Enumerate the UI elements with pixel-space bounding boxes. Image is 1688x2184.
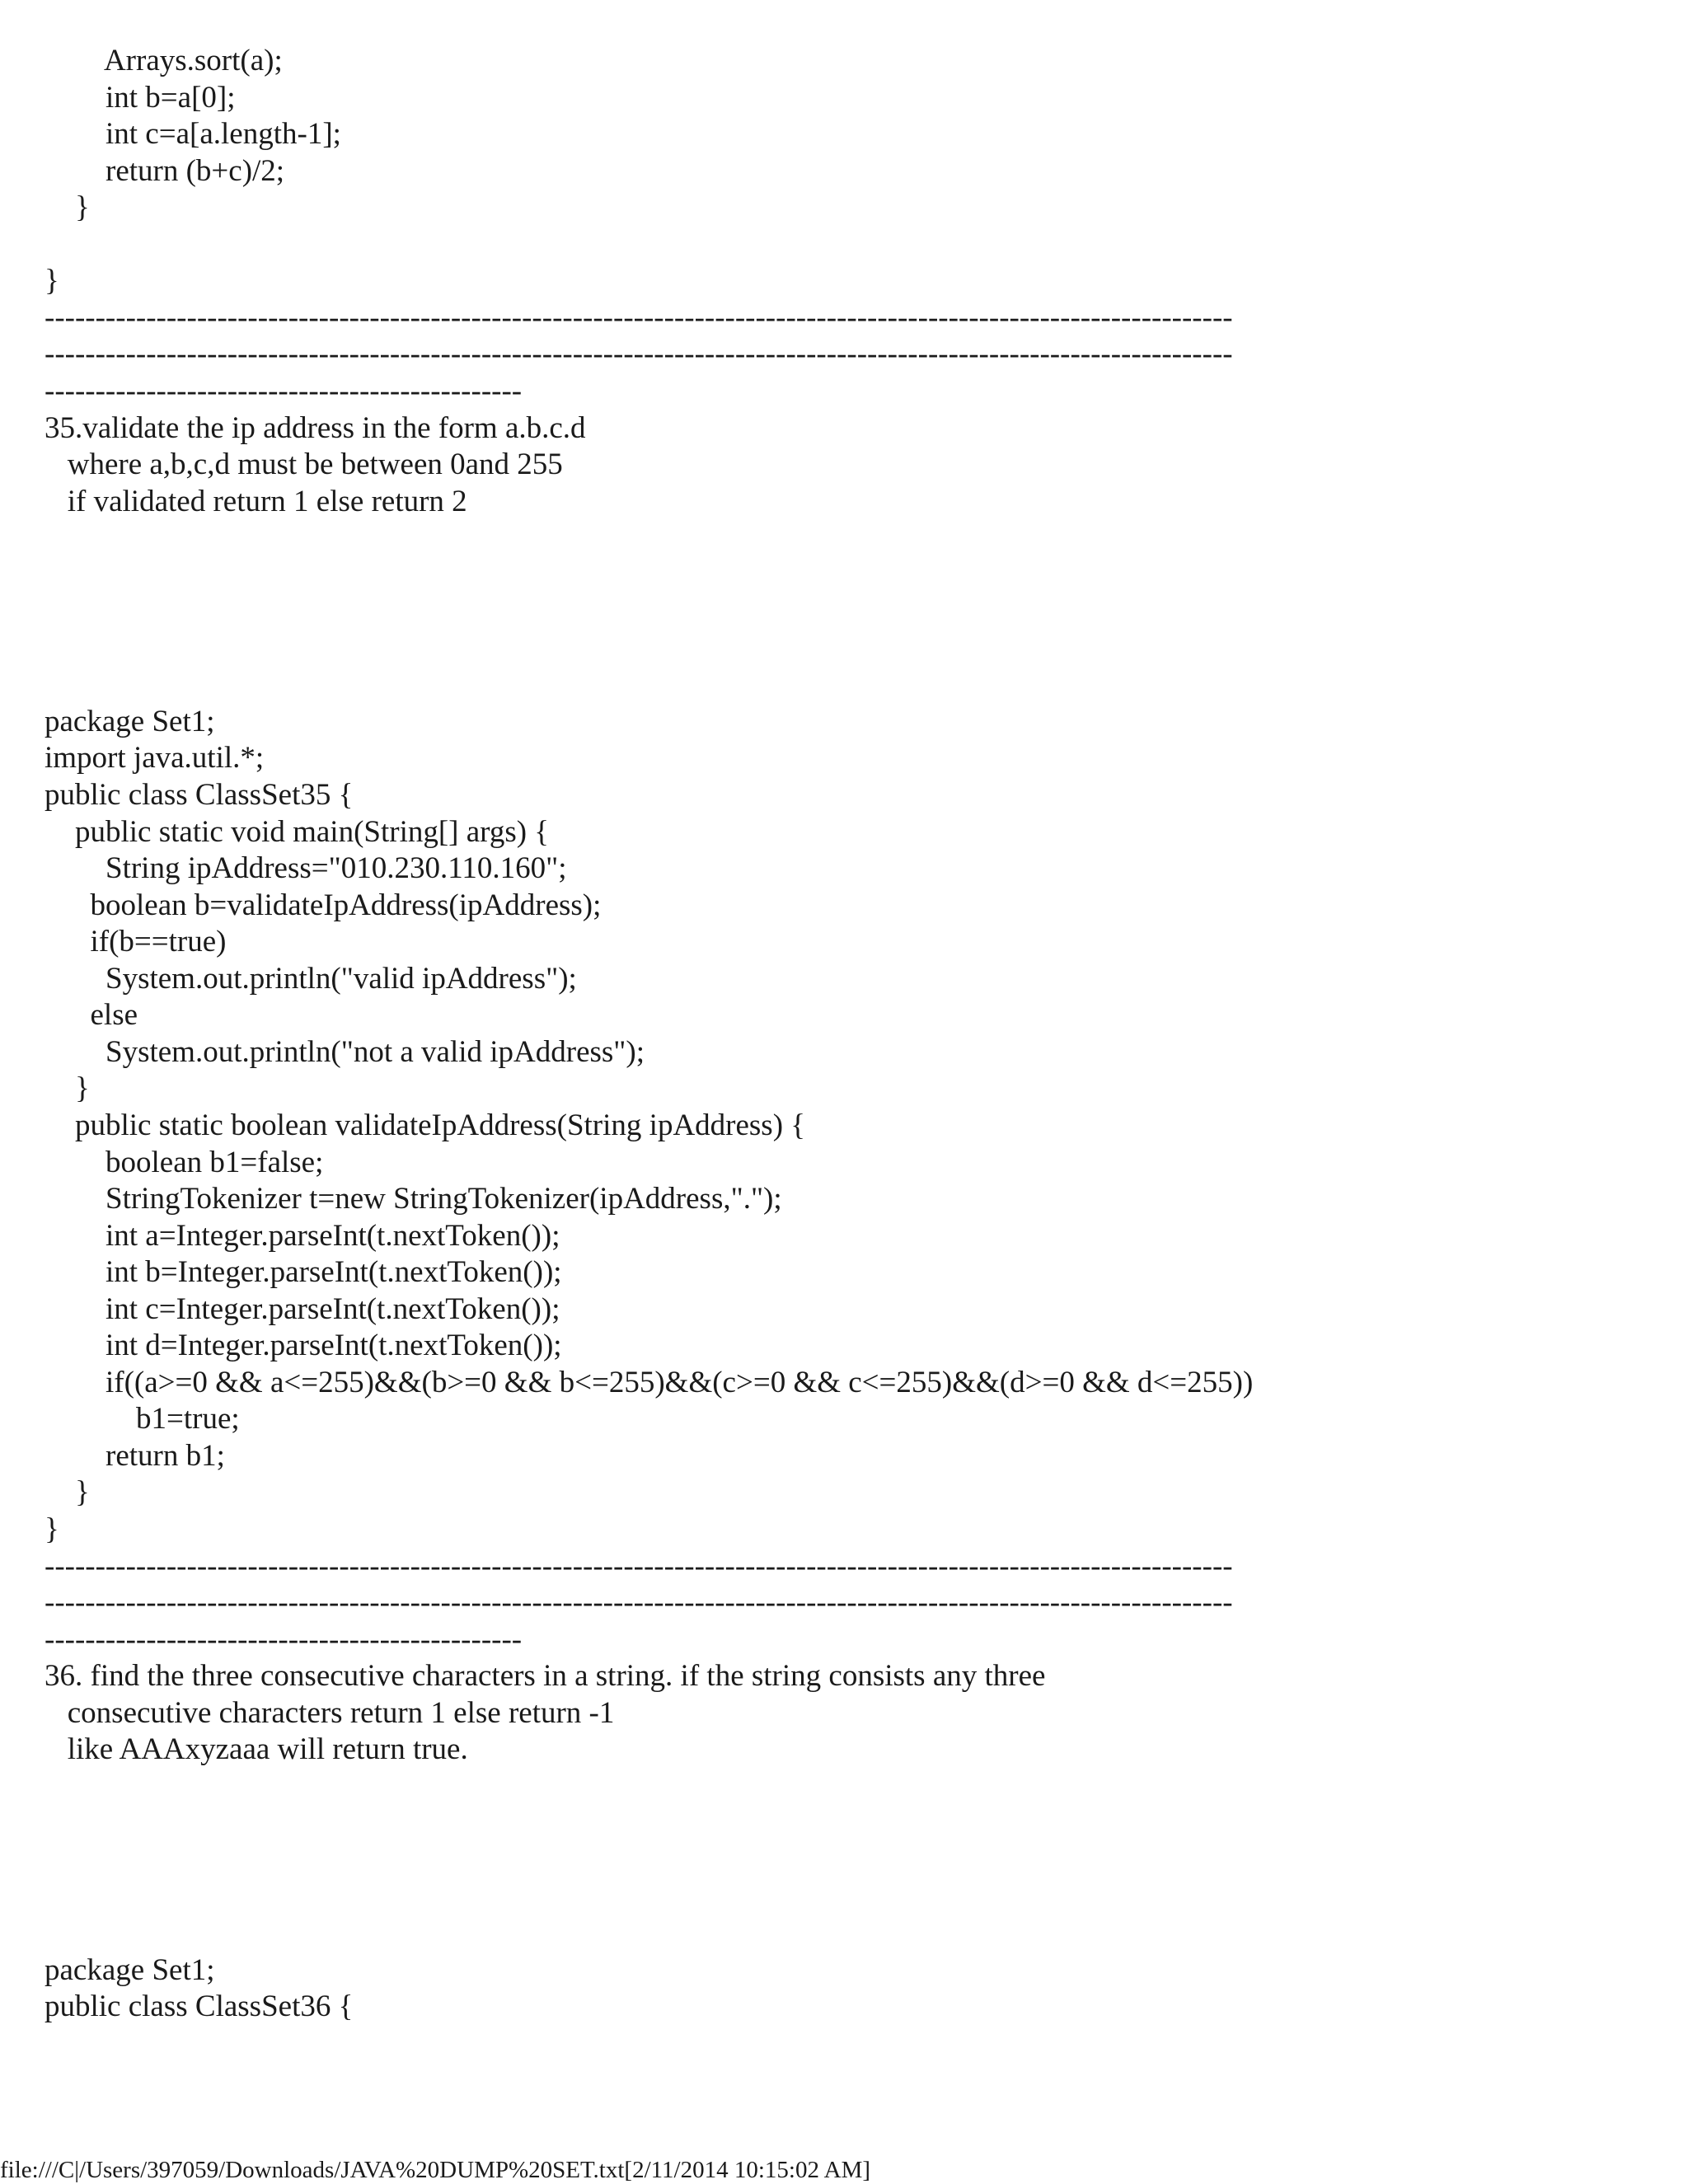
text-line: package Set1; <box>45 705 215 738</box>
text-line: boolean b1=false; <box>45 1146 324 1179</box>
text-line: package Set1; <box>45 1953 215 1987</box>
text-line: public static void main(String[] args) { <box>45 815 550 849</box>
text-line: } <box>45 264 59 298</box>
text-line: System.out.println("not a valid ipAddress"); <box>45 1035 645 1069</box>
text-line: like AAAxyzaaa will return true. <box>45 1732 468 1766</box>
text-line: } <box>45 190 90 224</box>
text-line: else <box>45 998 138 1032</box>
text-line: StringTokenizer t=new StringTokenizer(ipAddress,"."); <box>45 1182 782 1216</box>
text-line: 36. find the three consecutive characters in a string. if the string consists any three <box>45 1659 1046 1693</box>
text-line: int c=Integer.parseInt(t.nextToken()); <box>45 1292 560 1326</box>
text-line: --------------------------------------------------------------------------------------------------------------------- <box>45 301 1233 335</box>
text-line: if((a>=0 && a<=255)&&(b>=0 && b<=255)&&(c>=0 && c<=255)&&(d>=0 && d<=255)) <box>45 1366 1254 1399</box>
text-line: --------------------------------------------------------------------------------------------------------------------- <box>45 337 1233 371</box>
text-line: return (b+c)/2; <box>45 154 285 188</box>
text-line: int b=Integer.parseInt(t.nextToken()); <box>45 1255 562 1289</box>
text-line: 35.validate the ip address in the form a.b.c.d <box>45 411 586 445</box>
text-line: ----------------------------------------------- <box>45 1623 523 1657</box>
text-line: int b=a[0]; <box>45 81 236 115</box>
text-line: --------------------------------------------------------------------------------------------------------------------- <box>45 1586 1233 1619</box>
text-line: b1=true; <box>45 1402 240 1436</box>
text-line: consecutive characters return 1 else return -1 <box>45 1696 615 1730</box>
text-line: --------------------------------------------------------------------------------------------------------------------- <box>45 1549 1233 1583</box>
text-line: int a=Integer.parseInt(t.nextToken()); <box>45 1219 560 1253</box>
text-line: ----------------------------------------------- <box>45 374 523 408</box>
text-line: public class ClassSet36 { <box>45 1990 354 2023</box>
text-line: Arrays.sort(a); <box>45 44 283 77</box>
text-line: import java.util.*; <box>45 741 265 775</box>
text-line: boolean b=validateIpAddress(ipAddress); <box>45 888 602 922</box>
page-footer-url: file:///C|/Users/397059/Downloads/JAVA%20DUMP%20SET.txt[2/11/2014 10:15:02 AM] <box>0 2157 871 2183</box>
text-line: String ipAddress="010.230.110.160"; <box>45 851 567 885</box>
text-line: int d=Integer.parseInt(t.nextToken()); <box>45 1329 562 1362</box>
text-line: int c=a[a.length-1]; <box>45 117 341 151</box>
text-line: if validated return 1 else return 2 <box>45 485 467 518</box>
text-line: } <box>45 1512 59 1546</box>
text-line: } <box>45 1071 90 1105</box>
text-line: } <box>45 1475 90 1509</box>
text-line: System.out.println("valid ipAddress"); <box>45 962 577 996</box>
text-line: public class ClassSet35 { <box>45 778 354 812</box>
text-line: public static boolean validateIpAddress(String ipAddress) { <box>45 1108 806 1142</box>
text-line: return b1; <box>45 1439 225 1473</box>
text-line: if(b==true) <box>45 925 227 958</box>
text-line: where a,b,c,d must be between 0and 255 <box>45 448 563 481</box>
